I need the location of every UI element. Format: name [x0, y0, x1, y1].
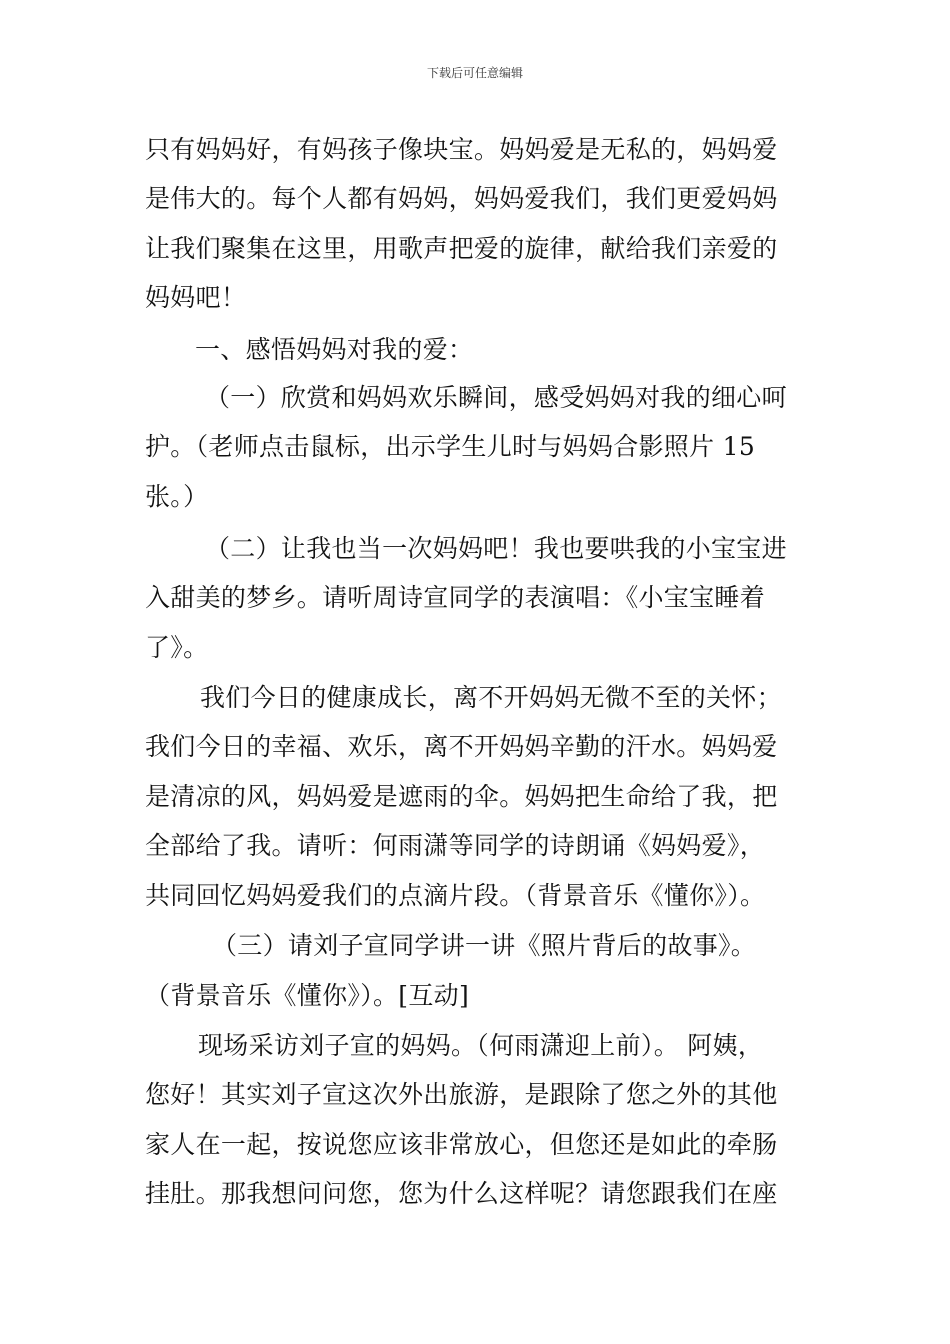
text-line: 张。） [145, 482, 209, 511]
text-line: 是伟大的。每个人都有妈妈，妈妈爱我们，我们更爱妈妈 [145, 184, 778, 213]
text-line: 妈妈吧！ [145, 283, 247, 312]
text-line: （背景音乐《懂你》）。[互动] [145, 981, 470, 1010]
text-line: 我们今日的健康成长，离不开妈妈无微不至的关怀； [200, 683, 782, 712]
text-line: 共同回忆妈妈爱我们的点滴片段。（背景音乐《懂你》）。 [145, 881, 766, 910]
text-line: （一）欣赏和妈妈欢乐瞬间，感受妈妈对我的细心呵 [205, 383, 787, 412]
section-heading: 一、感悟妈妈对我的爱： [195, 335, 474, 364]
text-line: 只有妈妈好，有妈孩子像块宝。妈妈爱是无私的，妈妈爱 [145, 135, 778, 164]
text-line: 让我们聚集在这里，用歌声把爱的旋律，献给我们亲爱的 [145, 234, 778, 263]
text-line: 家人在一起，按说您应该非常放心，但您还是如此的牵肠 [145, 1130, 778, 1159]
text-line: 全部给了我。请听：何雨潇等同学的诗朗诵《妈妈爱》， [145, 831, 766, 860]
text-line: 入甜美的梦乡。请听周诗宣同学的表演唱：《小宝宝睡着 [145, 583, 766, 612]
text-line: （三）请刘子宣同学讲一讲《照片背后的故事》。 [212, 931, 757, 960]
text-line: 您好！其实刘子宣这次外出旅游，是跟除了您之外的其他 [145, 1080, 778, 1109]
text-line: 是清凉的风，妈妈爱是遮雨的伞。妈妈把生命给了我，把 [145, 782, 778, 811]
text-line: 现场采访刘子宣的妈妈。（何雨潇迎上前）。 阿姨， [198, 1031, 764, 1060]
text-line: 了》。 [145, 633, 209, 662]
text-line: （二）让我也当一次妈妈吧！我也要哄我的小宝宝进 [205, 534, 787, 563]
page-header-note: 下载后可任意编辑 [426, 66, 523, 80]
text-line: 挂肚。那我想问问您，您为什么这样呢？请您跟我们在座 [145, 1179, 778, 1208]
text-line: 护。（老师点击鼠标，出示学生儿时与妈妈合影照片 15 [145, 432, 756, 461]
text-line: 我们今日的幸福、欢乐，离不开妈妈辛勤的汗水。妈妈爱 [145, 732, 778, 761]
